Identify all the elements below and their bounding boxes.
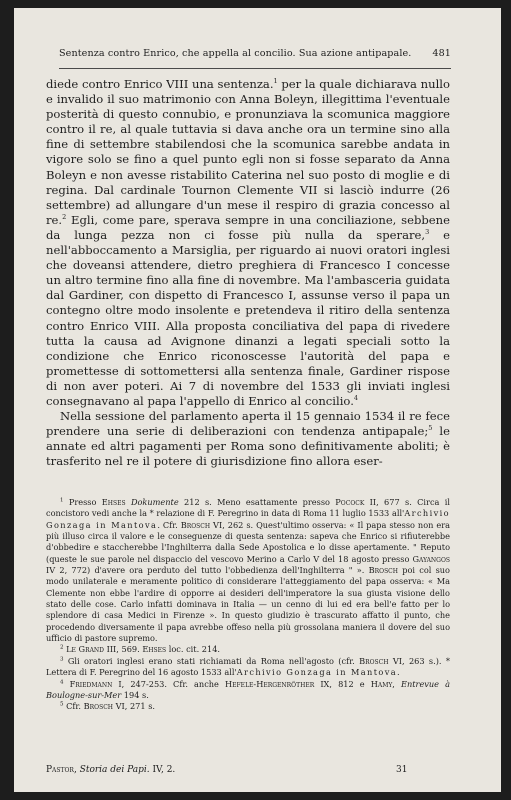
paragraph-1: diede contro Enrico VIII una sentenza.$^1$ per la quale dichiarava nullo e invalido il suo matrimonio con Anna Boleyn, illegittima l'eventuale posterità di questo connubio, e pronunziava la scomunica maggiore contro il re, al quale tuttavia si dava anche ora un termine sino alla fine di settembre stabilendosi che la scomunica sarebbe andata in vigore solo se fino a quel punto egli non si fosse separato da Anna Boleyn e non avesse ristabilito Caterina nel suo posto di moglie e di regina. Dal cardinale Tournon Clemente VII si lasciò indurre (26 settembre) ad allungare d'un mese il respiro di grazia concesso al re.$^2$ Egli, come pare, sperava sempre in una conciliazione, sebbene da lunga pezza non ci fosse più nulla da sperare,$^3$ e nell'abboccamento a Marsiglia, per riguardo ai nuovi oratori inglesi che doveansi attendere, dietro preghiera di Francesco I concesse un altro termine fino alla fine di novembre. Ma l'ambasceria guidata dal Gardiner, con dispetto di Francesco I, assunse verso il papa un contegno oltre modo insolente e pretendeva il ritiro della sentenza contro Enrico VIII. Alla proposta conciliativa del papa di rivedere tutta la causa ad Avignone dinanzi a legati speciali sotto la condizione che Enrico riconoscesse l'autorità del papa e promettesse di sottomettersi alla sentenza finale, Gardiner rispose di non aver poteri. Ai 7 di novembre del 1533 gli inviati inglesi consegnavano al papa l'appello di Enrico al concilio.$^4$ [46,77,450,408]
footnote-ref-2: 2 [62,212,67,221]
footnote-ref-3: 3 [425,228,430,237]
footnotes [46,497,450,713]
footnote-2: $^2$ Le Grand III, 569. Ehses loc. cit. 214. [60,644,221,655]
footnote-4: $^4$ Friedmann I, 247-253. Cfr. anche Hefele-Hergenröther IX, 812 e Hamy, Entrevue à Boulogne-sur-Mer 194 s. [46,678,450,700]
footnote-ref-5: 5 [428,424,433,433]
signature-mark: Pastor, Storia dei Papi. IV, 2. [46,765,176,775]
page-number: 481 [432,48,451,59]
paragraph-2: Nella sessione del parlamento aperta il 15 gennaio 1534 il re fece prendere una serie di deliberazioni con tendenza antipapale;$^5$ le annate ed altri pagamenti per Roma sono definitivamente aboliti; è trasferito nel re il potere di giurisdizione fino allora eser- [46,409,450,469]
footnote-5: $^5$ Cfr. Brosch VI, 271 s. [60,701,156,712]
running-title: Sentenza contro Enrico, che appella al concilio. Sua azione antipapale. [59,48,412,59]
book-page [14,8,501,792]
footnote-1: $^1$ Presso Ehses Dokumente 212 s. Meno esattamente presso Pocock II, 677 s. Circa il concistoro vedi anche la * relazione di F. Peregrino in data di Roma 11 luglio 1533 all'Archivio Gonzaga in Mantova. Cfr. Brosch VI, 262 s. Quest'ultimo osserva: « Il papa stesso non era più illuso circa il valore e le conseguenze di questa sentenza: sapeva che Enrico si rifiuterebbe d'obbedire e staccherebbe l'Inghilterra dalla Sede Apostolica e lo disse apertamente. " Reputo (queste le sue parole nel dispaccio del vescovo Merino a Carlo V del 18 agosto presso Gayangos IV 2, 772) d'avere ora perduto del tutto l'obbedienza dell'Inghilterra " ». Brosch poi col suo modo unilaterale e meramente politico di considerare l'atteggiamento del papa osserva: « Ma Clemente non ebbe l'ardire di opporre ai desideri dell'imperatore la sua giusta visione dello stato delle cose. Carlo infatti dominava in Italia — un cenno di lui ed era bell'e fatto per lo splendore di casa Medici in Firenze ». In questo giudizio è trascurato affatto il punto, che procedendo diversamente il papa avrebbe offeso nella più grossolana maniera il dovere del suo ufficio di pastore supremo. [46,497,450,644]
header-rule [59,68,451,69]
gathering-number: 31 [396,765,408,775]
footnote-ref-4: 4 [353,394,359,403]
main-text [46,77,450,469]
footnote-ref-1: 1 [273,77,278,86]
footnote-3: $^3$ Gli oratori inglesi erano stati richiamati da Roma nell'agosto (cfr. Brosch VI, 263 s.). * Lettera di F. Peregrino del 16 agosto 1533 all'Archivio Gonzaga in Mantova. [46,655,450,678]
